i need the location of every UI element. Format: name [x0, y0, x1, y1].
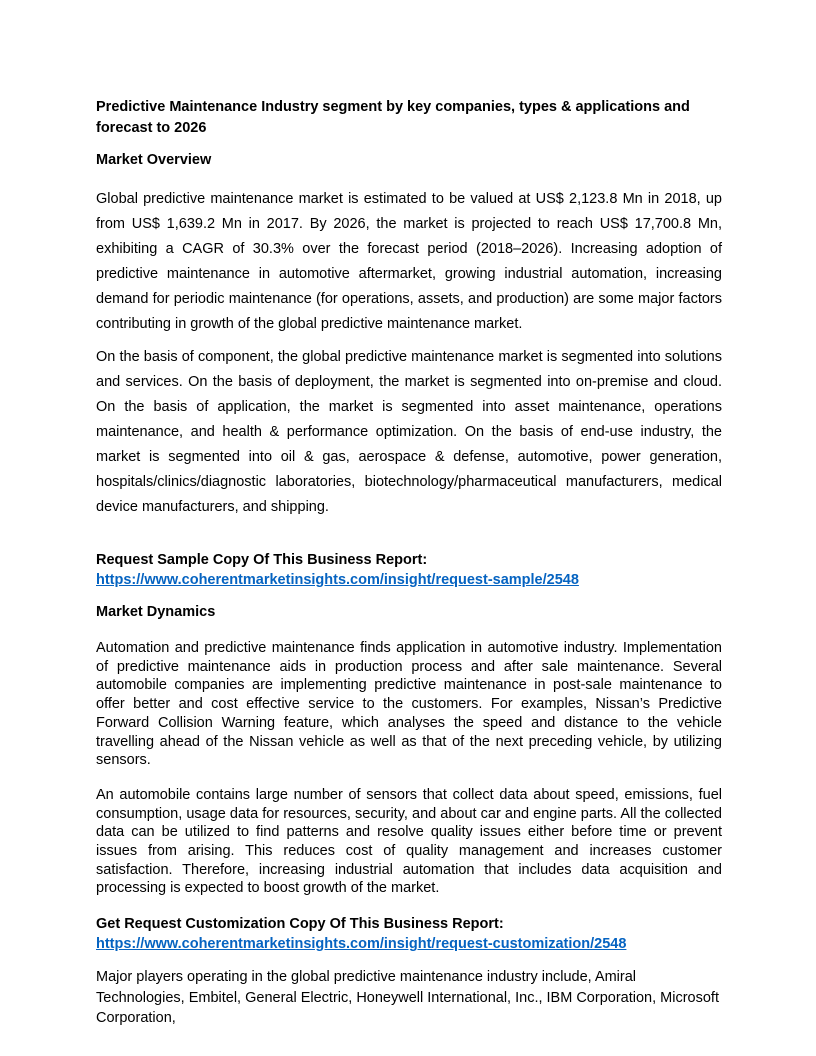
request-sample-link[interactable]: https://www.coherentmarketinsights.com/insight/request-sample/2548 — [96, 572, 579, 588]
document-title: Predictive Maintenance Industry segment by key companies, types & applications and forecast to 2026 — [96, 99, 690, 136]
request-sample-heading: Request Sample Copy Of This Business Report: — [96, 552, 428, 568]
paragraph-market-overview-2: On the basis of component, the global predictive maintenance market is segmented into solutions and services. On the basis of deployment, the market is segmented into on-premise and cloud. On the basis of application, the market is segmented into asset maintenance, operations maintenance, and health & performance optimization. On the basis of end-use industry, the market is segmented into oil & gas, aerospace & defense, automotive, power generation, hospitals/clinics/diagnostic laboratories, biotechnology/pharmaceutical manufacturers, medical device manufacturers, and shipping. — [96, 349, 722, 515]
paragraph-market-dynamics-2: An automobile contains large number of sensors that collect data about speed, emissions, fuel consumption, usage data for resources, security, and about car and engine parts. All the collected data can be utilized to find patterns and resolve quality issues either before time or prevent issues from arising. This reduces cost of quality management and increases customer satisfaction. Therefore, increasing industrial automation that includes data acquisition and processing is expected to boost growth of the market. — [96, 786, 722, 897]
request-customization-heading: Get Request Customization Copy Of This Business Report: — [96, 916, 504, 933]
request-customization-block — [96, 914, 722, 954]
paragraph-market-dynamics-1: Automation and predictive maintenance finds application in automotive industry. Implementation of predictive maintenance aids in production process and after sale maintenance. Several automobile companies are implementing predictive maintenance in post-sale maintenance to offer better and cost effective service to the customers. For examples, Nissan’s Predictive Forward Collision Warning feature, which analyses the speed and distance to the vehicle travelling ahead of the Nissan vehicle as well as that of the next preceding vehicle, by utilizing sensors. — [96, 640, 722, 769]
request-customization-link[interactable]: https://www.coherentmarketinsights.com/insight/request-customization/2548 — [96, 936, 627, 953]
heading-market-overview: Market Overview — [96, 152, 212, 168]
heading-market-dynamics: Market Dynamics — [96, 604, 216, 620]
paragraph-key-players: Major players operating in the global predictive maintenance industry include, Amiral Technologies, Embitel, General Electric, Honeywell International, Inc., IBM Corporation, Microsoft Corporation, — [96, 969, 719, 1027]
paragraph-market-overview-1: Global predictive maintenance market is estimated to be valued at US$ 2,123.8 Mn in 2018, up from US$ 1,639.2 Mn in 2017. By 2026, the market is projected to reach US$ 17,700.8 Mn, exhibiting a CAGR of 30.3% over the forecast period (2018–2026). Increasing adoption of predictive maintenance in automotive aftermarket, growing industrial automation, increasing demand for periodic maintenance (for operations, assets, and production) are some major factors contributing in growth of the global predictive maintenance market. — [96, 191, 722, 332]
request-sample-block — [96, 550, 722, 590]
